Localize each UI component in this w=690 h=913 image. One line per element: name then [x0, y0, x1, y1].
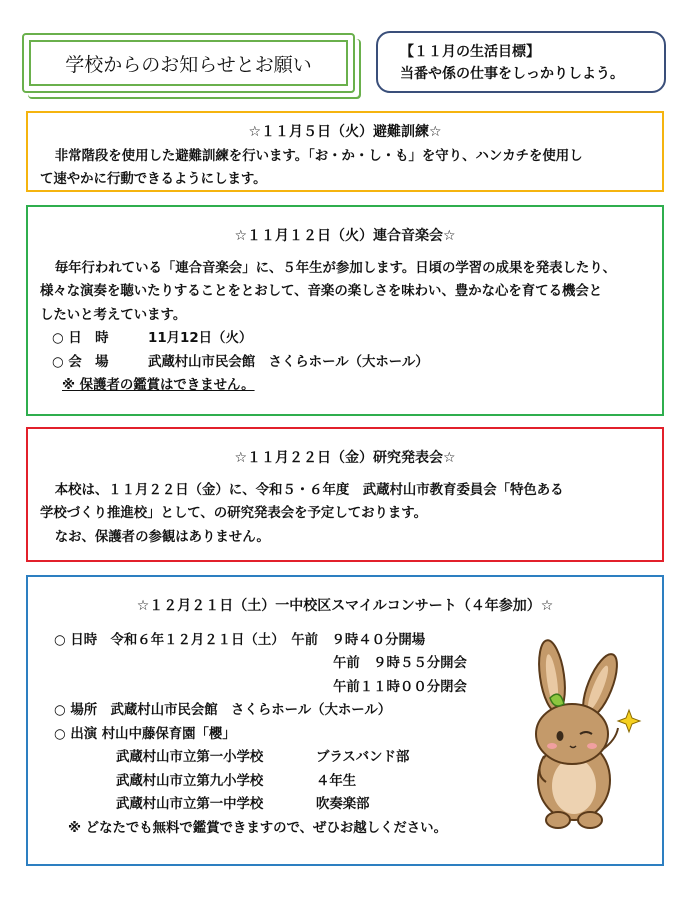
concert-time-line-3: 午前１１時００分閉会: [333, 679, 467, 695]
music-venue-row: [40, 351, 650, 375]
concert-heading: ☆１２月２１日（土）一中校区スマイルコンサート（４年参加）☆: [136, 598, 554, 614]
music-note-text: ※ 保護者の鑑賞はできません。: [62, 378, 255, 393]
performer-school: 武蔵村山市立第九小学校: [116, 773, 264, 789]
concert-time-line-2: 午前 ９時５５分開会: [333, 656, 467, 671]
evacuation-heading: ☆１１月５日（火）避難訓練☆: [248, 124, 442, 140]
performer-group: ブラスバンド部: [316, 750, 410, 765]
concert-venue: ○ 場所 武蔵村山市民会館 さくらホール（大ホール）: [54, 703, 392, 718]
music-festival-section: [26, 205, 664, 416]
music-note: [40, 374, 650, 398]
music-venue-label: ○ 会 場: [52, 354, 109, 370]
page-title: 学校からのお知らせとお願い: [29, 40, 348, 86]
music-line-2: 様々な演奏を聴いたりすることをとおして、音楽の楽しさを味わい、豊かな心を育てる機会と: [40, 284, 603, 299]
rabbit-mascot-illustration: [522, 638, 644, 834]
goal-label: 【１１月の生活目標】: [400, 44, 540, 60]
music-heading: ☆１１月１２日（火）連合音楽会☆: [234, 228, 456, 244]
evacuation-line-2: て速やかに行動できるようにします。: [40, 172, 267, 187]
evacuation-drill-section: [26, 111, 664, 192]
goal-text: 当番や係の仕事をしっかりしよう。: [400, 66, 624, 82]
performer-school: 武蔵村山市立第一小学校: [116, 750, 264, 765]
title-badge: [22, 33, 355, 93]
performer-group: 吹奏楽部: [316, 797, 370, 812]
research-presentation-section: [26, 427, 664, 562]
performer-group: ４年生: [316, 773, 357, 789]
music-venue-value: 武蔵村山市民会館 さくらホール（大ホール）: [148, 354, 429, 370]
research-heading: ☆１１月２２日（金）研究発表会☆: [234, 450, 456, 466]
music-line-1: 毎年行われている「連合音楽会」に、５年生が参加します。日頃の学習の成果を発表したり、: [54, 260, 617, 276]
concert-performers-line: ○ 出演 村山中藤保育園「櫻」: [54, 726, 236, 742]
music-line-3: したいと考えています。: [40, 307, 187, 323]
concert-time-line-1: ○ 日時 令和６年１２月２１日（土） 午前 ９時４０分開場: [54, 632, 426, 648]
music-date-label: ○ 日 時: [52, 331, 109, 346]
research-line-1: 本校は、１１月２２日（金）に、令和５・６年度 武蔵村山市教育委員会「特色ある: [54, 482, 564, 498]
evacuation-line-1: 非常階段を使用した避難訓練を行います。「お・か・し・も」を守り、ハンカチを使用し: [54, 148, 583, 164]
concert-note: ※ どなたでも無料で鑑賞できますので、ぜひお越しください。: [68, 820, 447, 836]
music-date-row: [40, 327, 650, 351]
performer-school: 武蔵村山市立第一中学校: [116, 797, 264, 812]
music-date-value: 11月12日（火）: [148, 331, 253, 346]
monthly-goal-box: [376, 31, 666, 93]
research-line-2: 学校づくり推進校」として、の研究発表会を予定しております。: [40, 506, 427, 521]
research-line-3: なお、保護者の参観はありません。: [54, 529, 270, 545]
